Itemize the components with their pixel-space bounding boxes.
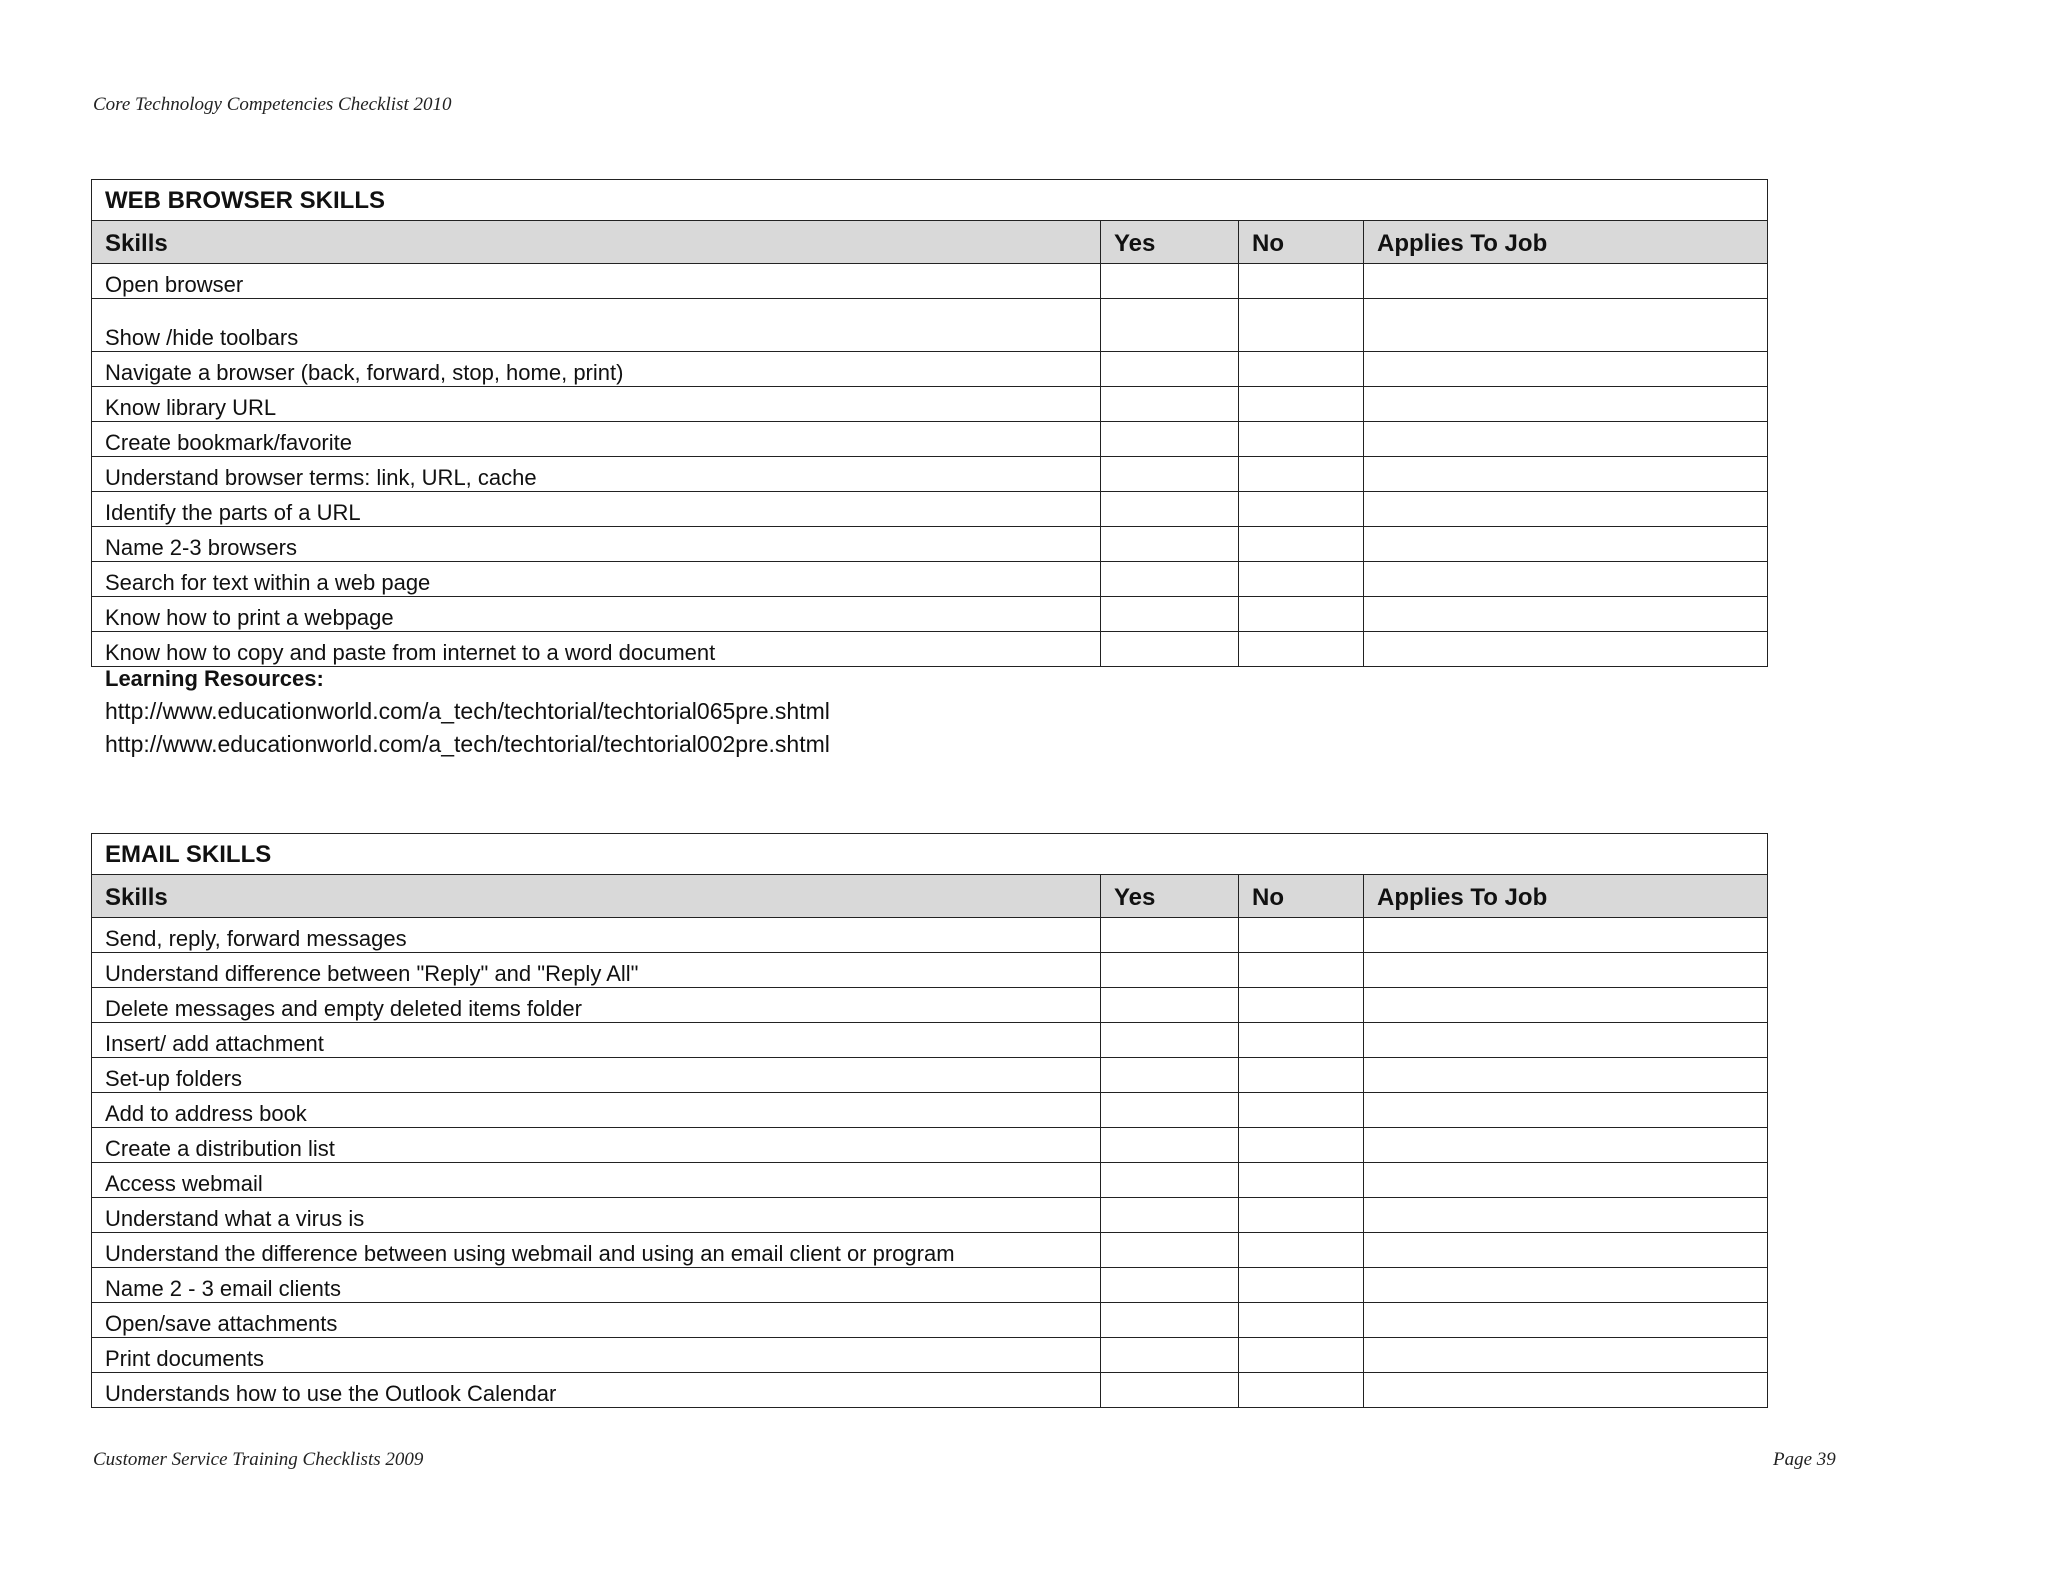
skill-cell: Name 2 - 3 email clients [92, 1268, 1101, 1303]
skill-cell: Create bookmark/favorite [92, 422, 1101, 457]
table-row [92, 1093, 1768, 1128]
column-header-yes: Yes [1101, 875, 1239, 918]
applies-to-job-cell[interactable] [1364, 918, 1768, 953]
resource-link[interactable]: http://www.educationworld.com/a_tech/techtorial/techtorial002pre.shtml [105, 731, 830, 757]
applies-to-job-cell[interactable] [1364, 264, 1768, 299]
table-row [92, 1373, 1768, 1408]
applies-to-job-cell[interactable] [1364, 457, 1768, 492]
yes-cell[interactable] [1101, 527, 1239, 562]
table-row [92, 562, 1768, 597]
applies-to-job-cell[interactable] [1364, 1198, 1768, 1233]
skill-cell: Access webmail [92, 1163, 1101, 1198]
yes-cell[interactable] [1101, 1338, 1239, 1373]
no-cell[interactable] [1239, 1058, 1364, 1093]
no-cell[interactable] [1239, 1023, 1364, 1058]
yes-cell[interactable] [1101, 597, 1239, 632]
yes-cell[interactable] [1101, 918, 1239, 953]
yes-cell[interactable] [1101, 1093, 1239, 1128]
applies-to-job-cell[interactable] [1364, 1233, 1768, 1268]
table-row [92, 1268, 1768, 1303]
yes-cell[interactable] [1101, 352, 1239, 387]
skill-cell: Name 2-3 browsers [92, 527, 1101, 562]
no-cell[interactable] [1239, 299, 1364, 352]
yes-cell[interactable] [1101, 562, 1239, 597]
skill-cell: Navigate a browser (back, forward, stop, home, print) [92, 352, 1101, 387]
skill-cell: Know how to print a webpage [92, 597, 1101, 632]
yes-cell[interactable] [1101, 632, 1239, 667]
applies-to-job-cell[interactable] [1364, 562, 1768, 597]
applies-to-job-cell[interactable] [1364, 527, 1768, 562]
section-title: WEB BROWSER SKILLS [92, 180, 1768, 221]
yes-cell[interactable] [1101, 1198, 1239, 1233]
skill-cell: Open/save attachments [92, 1303, 1101, 1338]
skill-cell: Know library URL [92, 387, 1101, 422]
yes-cell[interactable] [1101, 1373, 1239, 1408]
yes-cell[interactable] [1101, 1023, 1239, 1058]
applies-to-job-cell[interactable] [1364, 422, 1768, 457]
table-row [92, 597, 1768, 632]
skill-cell: Show /hide toolbars [92, 299, 1101, 352]
applies-to-job-cell[interactable] [1364, 632, 1768, 667]
applies-to-job-cell[interactable] [1364, 1163, 1768, 1198]
applies-to-job-cell[interactable] [1364, 1093, 1768, 1128]
skill-cell: Understand the difference between using webmail and using an email client or program [92, 1233, 1101, 1268]
table-row [92, 953, 1768, 988]
no-cell[interactable] [1239, 387, 1364, 422]
table-row [92, 352, 1768, 387]
learning-resources [105, 662, 830, 761]
table-row [92, 1058, 1768, 1093]
table-row [92, 1163, 1768, 1198]
applies-to-job-cell[interactable] [1364, 1268, 1768, 1303]
skill-cell: Set-up folders [92, 1058, 1101, 1093]
column-header-no: No [1239, 221, 1364, 264]
no-cell[interactable] [1239, 352, 1364, 387]
table-row [92, 918, 1768, 953]
skill-cell: Send, reply, forward messages [92, 918, 1101, 953]
skill-cell: Search for text within a web page [92, 562, 1101, 597]
table-row [92, 1128, 1768, 1163]
no-cell[interactable] [1239, 527, 1364, 562]
yes-cell[interactable] [1101, 422, 1239, 457]
skill-cell: Open browser [92, 264, 1101, 299]
footer-title: Customer Service Training Checklists 2009 [93, 1449, 424, 1470]
yes-cell[interactable] [1101, 264, 1239, 299]
web-browser-skills-table [91, 179, 1768, 667]
skill-cell: Understand difference between "Reply" and "Reply All" [92, 953, 1101, 988]
skill-cell: Create a distribution list [92, 1128, 1101, 1163]
table-row [92, 422, 1768, 457]
no-cell[interactable] [1239, 1268, 1364, 1303]
yes-cell[interactable] [1101, 1303, 1239, 1338]
yes-cell[interactable] [1101, 492, 1239, 527]
skill-cell: Delete messages and empty deleted items folder [92, 988, 1101, 1023]
table-row [92, 1233, 1768, 1268]
no-cell[interactable] [1239, 492, 1364, 527]
email-skills-table [91, 833, 1768, 1408]
applies-to-job-cell[interactable] [1364, 1128, 1768, 1163]
yes-cell[interactable] [1101, 1268, 1239, 1303]
column-header-applies-to-job: Applies To Job [1364, 875, 1768, 918]
skill-cell: Add to address book [92, 1093, 1101, 1128]
no-cell[interactable] [1239, 1303, 1364, 1338]
no-cell[interactable] [1239, 1128, 1364, 1163]
yes-cell[interactable] [1101, 1128, 1239, 1163]
yes-cell[interactable] [1101, 457, 1239, 492]
applies-to-job-cell[interactable] [1364, 1373, 1768, 1408]
applies-to-job-cell[interactable] [1364, 988, 1768, 1023]
skill-cell: Identify the parts of a URL [92, 492, 1101, 527]
applies-to-job-cell[interactable] [1364, 1303, 1768, 1338]
no-cell[interactable] [1239, 988, 1364, 1023]
skill-cell: Understands how to use the Outlook Calendar [92, 1373, 1101, 1408]
table-row [92, 387, 1768, 422]
no-cell[interactable] [1239, 1198, 1364, 1233]
applies-to-job-cell[interactable] [1364, 1058, 1768, 1093]
column-header-yes: Yes [1101, 221, 1239, 264]
applies-to-job-cell[interactable] [1364, 597, 1768, 632]
no-cell[interactable] [1239, 562, 1364, 597]
skill-cell: Insert/ add attachment [92, 1023, 1101, 1058]
no-cell[interactable] [1239, 457, 1364, 492]
page-header: Core Technology Competencies Checklist 2010 [93, 94, 452, 115]
table-row [92, 1198, 1768, 1233]
resource-link[interactable]: http://www.educationworld.com/a_tech/techtorial/techtorial065pre.shtml [105, 698, 830, 724]
table-row [92, 527, 1768, 562]
skill-cell: Understand browser terms: link, URL, cache [92, 457, 1101, 492]
yes-cell[interactable] [1101, 299, 1239, 352]
skill-cell: Understand what a virus is [92, 1198, 1101, 1233]
no-cell[interactable] [1239, 1093, 1364, 1128]
yes-cell[interactable] [1101, 1058, 1239, 1093]
yes-cell[interactable] [1101, 988, 1239, 1023]
yes-cell[interactable] [1101, 387, 1239, 422]
skill-cell: Know how to copy and paste from internet to a word document [92, 632, 1101, 667]
table-row [92, 988, 1768, 1023]
no-cell[interactable] [1239, 1373, 1364, 1408]
table-row [92, 299, 1768, 352]
column-header-applies-to-job: Applies To Job [1364, 221, 1768, 264]
section-title: EMAIL SKILLS [92, 834, 1768, 875]
table-row [92, 1338, 1768, 1373]
applies-to-job-cell[interactable] [1364, 1023, 1768, 1058]
no-cell[interactable] [1239, 918, 1364, 953]
column-header-no: No [1239, 875, 1364, 918]
table-row [92, 1023, 1768, 1058]
no-cell[interactable] [1239, 953, 1364, 988]
no-cell[interactable] [1239, 422, 1364, 457]
applies-to-job-cell[interactable] [1364, 387, 1768, 422]
page-number: Page 39 [1773, 1449, 1836, 1470]
applies-to-job-cell[interactable] [1364, 1338, 1768, 1373]
no-cell[interactable] [1239, 632, 1364, 667]
table-row [92, 457, 1768, 492]
no-cell[interactable] [1239, 264, 1364, 299]
yes-cell[interactable] [1101, 953, 1239, 988]
applies-to-job-cell[interactable] [1364, 492, 1768, 527]
column-header-skills: Skills [92, 221, 1101, 264]
no-cell[interactable] [1239, 597, 1364, 632]
table-row [92, 1303, 1768, 1338]
applies-to-job-cell[interactable] [1364, 352, 1768, 387]
applies-to-job-cell[interactable] [1364, 953, 1768, 988]
table-row [92, 264, 1768, 299]
column-header-skills: Skills [92, 875, 1101, 918]
skill-cell: Print documents [92, 1338, 1101, 1373]
yes-cell[interactable] [1101, 1163, 1239, 1198]
table-row [92, 492, 1768, 527]
yes-cell[interactable] [1101, 1233, 1239, 1268]
learning-resources-title: Learning Resources: [105, 666, 324, 691]
applies-to-job-cell[interactable] [1364, 299, 1768, 352]
no-cell[interactable] [1239, 1233, 1364, 1268]
no-cell[interactable] [1239, 1338, 1364, 1373]
no-cell[interactable] [1239, 1163, 1364, 1198]
